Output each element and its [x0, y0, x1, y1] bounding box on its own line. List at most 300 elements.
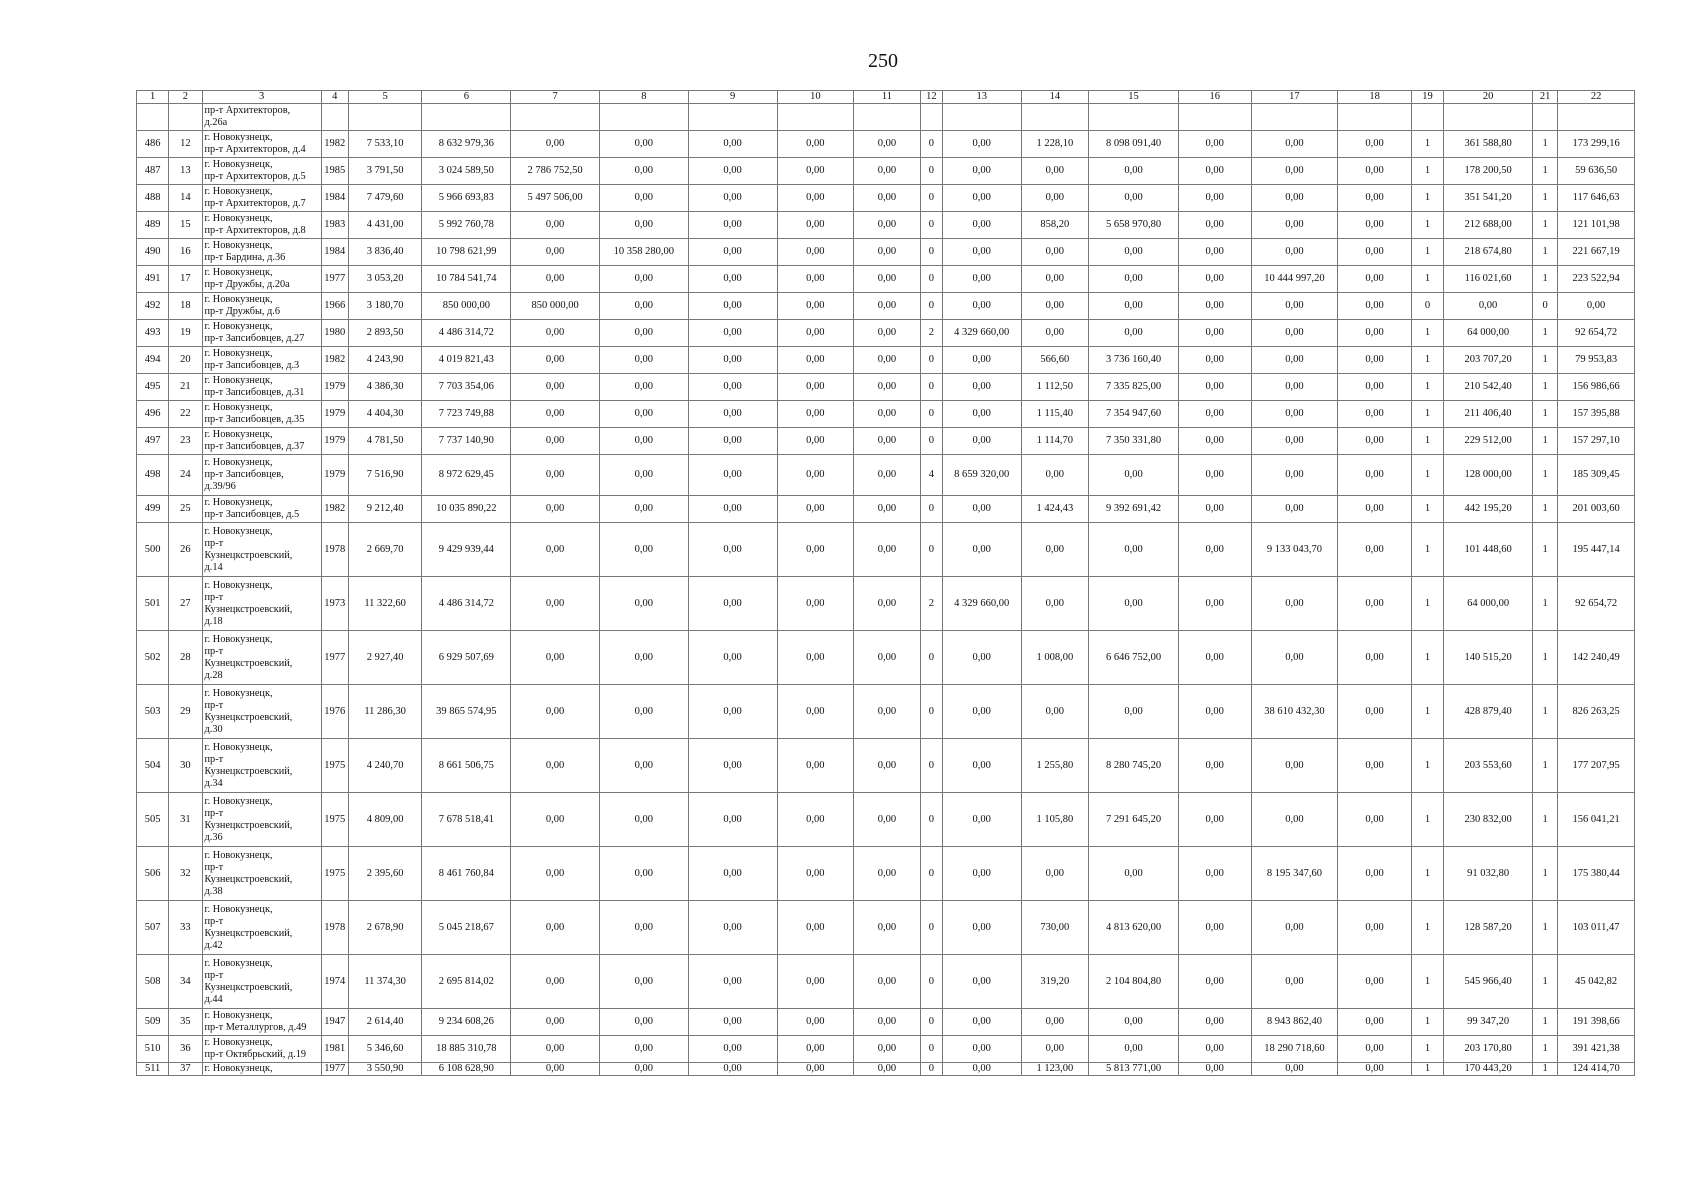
- table-cell: 0,00: [688, 131, 777, 158]
- table-cell: 0,00: [511, 847, 600, 901]
- table-cell: 0: [920, 401, 942, 428]
- table-cell: 2 395,60: [348, 847, 422, 901]
- table-cell: 1979: [321, 401, 348, 428]
- table-cell: 0,00: [942, 1009, 1021, 1036]
- table-cell: 5 992 760,78: [422, 212, 511, 239]
- table-cell: 1 008,00: [1021, 631, 1089, 685]
- table-cell: 501: [137, 577, 169, 631]
- table-row: [137, 104, 1635, 131]
- table-cell: 170 443,20: [1444, 1063, 1533, 1076]
- table-cell: 0,00: [1251, 401, 1338, 428]
- table-cell: 486: [137, 131, 169, 158]
- address-cell: г. Новокузнецк, пр-т Октябрьский, д.19: [202, 1036, 321, 1063]
- table-cell: 0,00: [1251, 496, 1338, 523]
- table-cell: 509: [137, 1009, 169, 1036]
- table-cell: 391 421,38: [1558, 1036, 1635, 1063]
- table-cell: 0,00: [511, 401, 600, 428]
- table-cell: 0,00: [1021, 523, 1089, 577]
- table-cell: 0,00: [599, 793, 688, 847]
- table-cell: 0,00: [942, 631, 1021, 685]
- table-cell: 0,00: [599, 266, 688, 293]
- table-cell: 1975: [321, 793, 348, 847]
- table-cell: 157 395,88: [1558, 401, 1635, 428]
- table-cell: 10 035 890,22: [422, 496, 511, 523]
- table-cell: 1 424,43: [1021, 496, 1089, 523]
- table-cell: 0,00: [1089, 320, 1179, 347]
- table-cell: 8 972 629,45: [422, 455, 511, 496]
- address-cell: г. Новокузнецк, пр-т Архитекторов, д.4: [202, 131, 321, 158]
- table-cell: 0,00: [854, 212, 921, 239]
- table-cell: 4 240,70: [348, 739, 422, 793]
- table-cell: 490: [137, 239, 169, 266]
- table-cell: 510: [137, 1036, 169, 1063]
- column-header-2: 2: [169, 91, 202, 104]
- table-cell: 3 053,20: [348, 266, 422, 293]
- table-cell: 4 386,30: [348, 374, 422, 401]
- table-cell: 0,00: [1178, 793, 1251, 847]
- housing-registry-table: [136, 90, 1635, 1076]
- table-cell: 10 798 621,99: [422, 239, 511, 266]
- table-cell: 0,00: [1338, 847, 1412, 901]
- table-cell: 0,00: [1338, 401, 1412, 428]
- table-cell: 0,00: [1338, 185, 1412, 212]
- table-cell: 0,00: [599, 847, 688, 901]
- column-header-3: 3: [202, 91, 321, 104]
- address-cell: г. Новокузнецк, пр-т Кузнецкстроевский, д.18: [202, 577, 321, 631]
- table-row: [137, 901, 1635, 955]
- table-cell: 128 000,00: [1444, 455, 1533, 496]
- address-cell: г. Новокузнецк, пр-т Запсибовцев, д.3: [202, 347, 321, 374]
- table-cell: 2 893,50: [348, 320, 422, 347]
- table-cell: 1: [1532, 212, 1557, 239]
- table-cell: 0,00: [1338, 239, 1412, 266]
- table-cell: 0,00: [688, 374, 777, 401]
- table-cell: 0,00: [1338, 901, 1412, 955]
- table-cell: 0: [920, 847, 942, 901]
- table-cell: 491: [137, 266, 169, 293]
- table-cell: 0,00: [777, 955, 854, 1009]
- table-cell: 128 587,20: [1444, 901, 1533, 955]
- table-cell: 0,00: [854, 1063, 921, 1076]
- table-cell: 0,00: [777, 523, 854, 577]
- table-cell: 0,00: [942, 347, 1021, 374]
- address-cell: г. Новокузнецк, пр-т Запсибовцев, д.35: [202, 401, 321, 428]
- table-cell: 20: [169, 347, 202, 374]
- table-cell: 1: [1532, 347, 1557, 374]
- table-cell: 1979: [321, 455, 348, 496]
- table-cell: 1981: [321, 1036, 348, 1063]
- table-cell: 1975: [321, 847, 348, 901]
- table-cell: 0,00: [1178, 523, 1251, 577]
- table-cell: [1251, 104, 1338, 131]
- table-cell: 0,00: [511, 1036, 600, 1063]
- table-cell: 1: [1411, 901, 1443, 955]
- table-cell: 0,00: [1338, 320, 1412, 347]
- table-cell: [1411, 104, 1443, 131]
- table-cell: 0,00: [1178, 185, 1251, 212]
- column-header-12: 12: [920, 91, 942, 104]
- table-cell: 499: [137, 496, 169, 523]
- table-cell: 0,00: [854, 1009, 921, 1036]
- table-cell: 27: [169, 577, 202, 631]
- table-cell: 0,00: [1178, 631, 1251, 685]
- table-cell: 0,00: [688, 1036, 777, 1063]
- table-cell: 7 479,60: [348, 185, 422, 212]
- table-cell: 0,00: [1178, 347, 1251, 374]
- table-cell: 5 966 693,83: [422, 185, 511, 212]
- column-header-14: 14: [1021, 91, 1089, 104]
- column-header-7: 7: [511, 91, 600, 104]
- table-cell: 0,00: [777, 847, 854, 901]
- table-cell: 0,00: [777, 793, 854, 847]
- table-cell: 185 309,45: [1558, 455, 1635, 496]
- table-cell: 18 885 310,78: [422, 1036, 511, 1063]
- table-cell: 0,00: [1178, 739, 1251, 793]
- table-cell: 59 636,50: [1558, 158, 1635, 185]
- table-cell: 11 286,30: [348, 685, 422, 739]
- table-cell: 91 032,80: [1444, 847, 1533, 901]
- table-cell: 0,00: [942, 901, 1021, 955]
- table-cell: 0,00: [1089, 239, 1179, 266]
- table-cell: 1: [1411, 185, 1443, 212]
- table-cell: 12: [169, 131, 202, 158]
- table-row: [137, 496, 1635, 523]
- table-cell: 1 228,10: [1021, 131, 1089, 158]
- table-cell: 0,00: [511, 347, 600, 374]
- address-cell: г. Новокузнецк, пр-т Архитекторов, д.5: [202, 158, 321, 185]
- table-cell: 504: [137, 739, 169, 793]
- table-cell: [777, 104, 854, 131]
- page-number: 250: [868, 50, 898, 72]
- table-cell: 1: [1532, 847, 1557, 901]
- table-cell: 8 280 745,20: [1089, 739, 1179, 793]
- table-cell: 2 614,40: [348, 1009, 422, 1036]
- table-cell: 0,00: [1338, 1063, 1412, 1076]
- table-cell: 0: [920, 212, 942, 239]
- table-cell: 0,00: [1178, 239, 1251, 266]
- table-cell: 494: [137, 347, 169, 374]
- column-header-6: 6: [422, 91, 511, 104]
- table-cell: 0,00: [942, 1063, 1021, 1076]
- table-cell: 0,00: [688, 212, 777, 239]
- table-cell: 0,00: [942, 266, 1021, 293]
- table-cell: 0,00: [1021, 1009, 1089, 1036]
- address-cell: г. Новокузнецк,: [202, 1063, 321, 1076]
- address-cell: г. Новокузнецк, пр-т Кузнецкстроевский, д.38: [202, 847, 321, 901]
- table-cell: 0,00: [599, 455, 688, 496]
- table-cell: 0,00: [1178, 847, 1251, 901]
- table-cell: 3 180,70: [348, 293, 422, 320]
- table-cell: 0,00: [1338, 347, 1412, 374]
- table-cell: [1178, 104, 1251, 131]
- table-cell: 173 299,16: [1558, 131, 1635, 158]
- table-cell: 0,00: [1021, 266, 1089, 293]
- table-cell: 1973: [321, 577, 348, 631]
- table-cell: 502: [137, 631, 169, 685]
- table-cell: 0,00: [1338, 131, 1412, 158]
- table-cell: 1: [1411, 1036, 1443, 1063]
- table-cell: 0,00: [599, 1063, 688, 1076]
- table-body: [137, 104, 1635, 1076]
- table-cell: 1 123,00: [1021, 1063, 1089, 1076]
- table-cell: 0,00: [1089, 523, 1179, 577]
- address-cell: г. Новокузнецк, пр-т Кузнецкстроевский, д.14: [202, 523, 321, 577]
- table-cell: 0,00: [1338, 685, 1412, 739]
- table-cell: 0,00: [777, 1009, 854, 1036]
- table-cell: 0,00: [688, 631, 777, 685]
- table-cell: 1: [1532, 793, 1557, 847]
- table-cell: 11 322,60: [348, 577, 422, 631]
- table-cell: 0,00: [1178, 955, 1251, 1009]
- table-cell: 195 447,14: [1558, 523, 1635, 577]
- table-cell: 0: [920, 131, 942, 158]
- table-cell: 0,00: [777, 1036, 854, 1063]
- table-cell: 0,00: [854, 158, 921, 185]
- table-cell: 858,20: [1021, 212, 1089, 239]
- table-cell: 35: [169, 1009, 202, 1036]
- table-cell: 0,00: [942, 1036, 1021, 1063]
- table-cell: 34: [169, 955, 202, 1009]
- table-cell: 6 108 628,90: [422, 1063, 511, 1076]
- table-cell: 0,00: [1338, 496, 1412, 523]
- table-cell: 218 674,80: [1444, 239, 1533, 266]
- table-row: [137, 239, 1635, 266]
- table-row: [137, 1063, 1635, 1076]
- table-cell: 0,00: [1089, 685, 1179, 739]
- table-cell: 64 000,00: [1444, 320, 1533, 347]
- table-cell: 37: [169, 1063, 202, 1076]
- table-cell: 2: [920, 320, 942, 347]
- address-cell: г. Новокузнецк, пр-т Архитекторов, д.8: [202, 212, 321, 239]
- table-cell: [920, 104, 942, 131]
- table-cell: 0: [920, 955, 942, 1009]
- table-cell: 7 678 518,41: [422, 793, 511, 847]
- table-cell: [1532, 104, 1557, 131]
- table-cell: 0,00: [688, 793, 777, 847]
- table-cell: 0,00: [777, 239, 854, 266]
- table-cell: 0,00: [1251, 185, 1338, 212]
- table-cell: 0,00: [1021, 577, 1089, 631]
- address-cell: г. Новокузнецк, пр-т Кузнецкстроевский, д.30: [202, 685, 321, 739]
- column-header-5: 5: [348, 91, 422, 104]
- table-cell: 0,00: [1338, 739, 1412, 793]
- table-cell: [688, 104, 777, 131]
- table-cell: 6 929 507,69: [422, 631, 511, 685]
- table-cell: 5 346,60: [348, 1036, 422, 1063]
- table-cell: 1978: [321, 523, 348, 577]
- address-cell: г. Новокузнецк, пр-т Кузнецкстроевский, д.36: [202, 793, 321, 847]
- table-row: [137, 401, 1635, 428]
- table-cell: 0,00: [1251, 347, 1338, 374]
- table-cell: 1: [1532, 631, 1557, 685]
- table-cell: 6 646 752,00: [1089, 631, 1179, 685]
- table-cell: 1975: [321, 739, 348, 793]
- table-cell: 0: [920, 1009, 942, 1036]
- table-cell: 1: [1411, 577, 1443, 631]
- table-cell: 0,00: [854, 901, 921, 955]
- table-row: [137, 1009, 1635, 1036]
- table-cell: 1978: [321, 901, 348, 955]
- table-cell: 2 927,40: [348, 631, 422, 685]
- table-cell: 1974: [321, 955, 348, 1009]
- table-cell: 9 392 691,42: [1089, 496, 1179, 523]
- table-cell: 0,00: [942, 847, 1021, 901]
- table-cell: 19: [169, 320, 202, 347]
- table-cell: 0,00: [1021, 320, 1089, 347]
- table-row: [137, 131, 1635, 158]
- table-cell: [1444, 104, 1533, 131]
- table-cell: 1: [1411, 496, 1443, 523]
- table-row: [137, 793, 1635, 847]
- table-cell: 7 291 645,20: [1089, 793, 1179, 847]
- table-cell: 0,00: [1251, 131, 1338, 158]
- table-cell: 1977: [321, 1063, 348, 1076]
- table-cell: 0,00: [599, 158, 688, 185]
- table-cell: 99 347,20: [1444, 1009, 1533, 1036]
- table-cell: 0: [920, 347, 942, 374]
- table-cell: 203 553,60: [1444, 739, 1533, 793]
- table-cell: 0: [1532, 293, 1557, 320]
- address-cell: г. Новокузнецк, пр-т Дружбы, д.6: [202, 293, 321, 320]
- table-cell: 25: [169, 496, 202, 523]
- table-cell: 0,00: [854, 374, 921, 401]
- table-cell: 0,00: [1178, 901, 1251, 955]
- table-cell: 0,00: [599, 428, 688, 455]
- table-cell: 0,00: [1444, 293, 1533, 320]
- table-cell: 156 041,21: [1558, 793, 1635, 847]
- table-cell: 7 703 354,06: [422, 374, 511, 401]
- table-cell: [169, 104, 202, 131]
- table-cell: 0,00: [511, 212, 600, 239]
- table-cell: [942, 104, 1021, 131]
- table-cell: 223 522,94: [1558, 266, 1635, 293]
- table-cell: 0,00: [511, 239, 600, 266]
- table-cell: 1 105,80: [1021, 793, 1089, 847]
- table-cell: 0,00: [688, 739, 777, 793]
- table-cell: 1: [1532, 955, 1557, 1009]
- table-cell: 0,00: [1089, 293, 1179, 320]
- table-cell: 1: [1532, 685, 1557, 739]
- table-cell: 0,00: [511, 577, 600, 631]
- table-cell: 4 809,00: [348, 793, 422, 847]
- table-cell: 0,00: [942, 158, 1021, 185]
- table-cell: 1982: [321, 496, 348, 523]
- table-cell: 1947: [321, 1009, 348, 1036]
- table-cell: 0,00: [1089, 577, 1179, 631]
- table-cell: 0,00: [1251, 374, 1338, 401]
- table-cell: 0,00: [1338, 374, 1412, 401]
- address-cell: г. Новокузнецк, пр-т Кузнецкстроевский, д.34: [202, 739, 321, 793]
- table-cell: 0,00: [511, 685, 600, 739]
- table-cell: 1: [1411, 739, 1443, 793]
- address-cell: г. Новокузнецк, пр-т Дружбы, д.20а: [202, 266, 321, 293]
- table-cell: 0,00: [688, 847, 777, 901]
- table-cell: 0,00: [599, 347, 688, 374]
- column-header-19: 19: [1411, 91, 1443, 104]
- table-cell: 442 195,20: [1444, 496, 1533, 523]
- table-cell: 0,00: [511, 455, 600, 496]
- table-cell: 496: [137, 401, 169, 428]
- column-number-row: [137, 91, 1635, 104]
- table-cell: 1976: [321, 685, 348, 739]
- table-cell: 0,00: [1089, 185, 1179, 212]
- table-cell: 0,00: [1089, 1036, 1179, 1063]
- table-cell: 0,00: [1558, 293, 1635, 320]
- table-cell: 0: [920, 523, 942, 577]
- table-cell: 5 497 506,00: [511, 185, 600, 212]
- column-header-16: 16: [1178, 91, 1251, 104]
- table-cell: 0,00: [1338, 523, 1412, 577]
- table-cell: 0: [920, 428, 942, 455]
- column-header-22: 22: [1558, 91, 1635, 104]
- table-cell: 0,00: [688, 158, 777, 185]
- table-cell: 0,00: [942, 131, 1021, 158]
- table-cell: 0: [920, 685, 942, 739]
- table-cell: 0,00: [777, 428, 854, 455]
- table-cell: 0,00: [1178, 455, 1251, 496]
- table-cell: 1: [1411, 428, 1443, 455]
- table-cell: [1021, 104, 1089, 131]
- table-cell: 0,00: [599, 293, 688, 320]
- table-cell: 1: [1532, 577, 1557, 631]
- table-cell: 0,00: [854, 739, 921, 793]
- table-cell: 0,00: [777, 577, 854, 631]
- table-cell: 7 516,90: [348, 455, 422, 496]
- table-cell: 0,00: [854, 847, 921, 901]
- table-cell: 0,00: [942, 374, 1021, 401]
- table-cell: 1: [1532, 401, 1557, 428]
- table-cell: 0,00: [854, 239, 921, 266]
- table-cell: 0,00: [599, 523, 688, 577]
- table-cell: [1338, 104, 1412, 131]
- table-cell: 8 661 506,75: [422, 739, 511, 793]
- table-cell: 497: [137, 428, 169, 455]
- table-cell: 1: [1411, 793, 1443, 847]
- table-cell: 507: [137, 901, 169, 955]
- table-cell: 0,00: [942, 185, 1021, 212]
- table-cell: 0,00: [688, 1009, 777, 1036]
- address-cell: г. Новокузнецк, пр-т Металлургов, д.49: [202, 1009, 321, 1036]
- table-cell: 4 486 314,72: [422, 320, 511, 347]
- table-cell: 0,00: [1251, 901, 1338, 955]
- table-cell: 1: [1411, 320, 1443, 347]
- table-cell: 1: [1532, 523, 1557, 577]
- table-cell: 0,00: [854, 347, 921, 374]
- table-cell: 0,00: [1178, 374, 1251, 401]
- table-cell: 22: [169, 401, 202, 428]
- table-cell: [599, 104, 688, 131]
- table-cell: 850 000,00: [511, 293, 600, 320]
- table-row: [137, 347, 1635, 374]
- table-row: [137, 185, 1635, 212]
- table-cell: 0,00: [777, 374, 854, 401]
- table-cell: 0,00: [1089, 266, 1179, 293]
- table-cell: 1 255,80: [1021, 739, 1089, 793]
- table-cell: 1: [1532, 158, 1557, 185]
- table-cell: 0,00: [511, 793, 600, 847]
- table-cell: 0,00: [1178, 212, 1251, 239]
- table-cell: 0,00: [511, 631, 600, 685]
- table-cell: 0,00: [599, 185, 688, 212]
- table-cell: 2 669,70: [348, 523, 422, 577]
- table-cell: 3 550,90: [348, 1063, 422, 1076]
- table-cell: 319,20: [1021, 955, 1089, 1009]
- table-cell: 0,00: [599, 955, 688, 1009]
- table-cell: 0,00: [1251, 1063, 1338, 1076]
- table-cell: 2 678,90: [348, 901, 422, 955]
- table-cell: 13: [169, 158, 202, 185]
- table-cell: 0,00: [854, 631, 921, 685]
